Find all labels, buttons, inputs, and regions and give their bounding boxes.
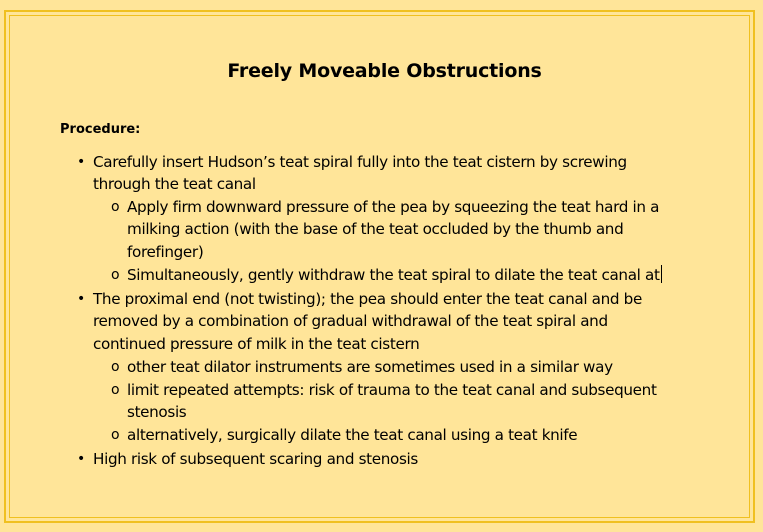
bullet-3-line-1: High risk of subsequent scaring and stenosis — [93, 450, 418, 468]
sub-bullet-marker-1-2: o — [111, 267, 120, 283]
bullet-dot-2: • — [77, 291, 86, 307]
bullet-dot-1: • — [77, 154, 86, 170]
sub-bullet-marker-2-1: o — [111, 359, 120, 375]
page-title: Freely Moveable Obstructions — [227, 60, 542, 82]
sub-bullet-1-2-text: Simultaneously, gently withdraw the teat spiral to dilate the teat canal at — [127, 266, 660, 284]
sub-bullet-2-1-line-1: other teat dilator instruments are sometimes used in a similar way — [127, 358, 613, 376]
procedure-label: Procedure: — [60, 122, 141, 137]
sub-bullet-1-1-line-1: Apply firm downward pressure of the pea by squeezing the teat hard in a — [127, 198, 660, 216]
bullet-dot-3: • — [77, 451, 86, 467]
bullet-2-line-1: The proximal end (not twisting); the pea should enter the teat canal and be — [93, 290, 642, 308]
bullet-1-line-2: through the teat canal — [93, 175, 256, 193]
sub-bullet-1-1-line-3: forefinger) — [127, 243, 204, 261]
bullet-2-line-2: removed by a combination of gradual withdrawal of the teat spiral and — [93, 312, 608, 330]
sub-bullet-2-2-line-2: stenosis — [127, 403, 187, 421]
sub-bullet-1-2-line-1 — [127, 264, 662, 286]
sub-bullet-2-3-line-1: alternatively, surgically dilate the teat canal using a teat knife — [127, 426, 578, 444]
sub-bullet-2-2-line-1: limit repeated attempts: risk of trauma to the teat canal and subsequent — [127, 381, 657, 399]
bullet-2-line-3: continued pressure of milk in the teat cistern — [93, 335, 420, 353]
sub-bullet-marker-2-3: o — [111, 427, 120, 443]
sub-bullet-marker-1-1: o — [111, 199, 120, 215]
sub-bullet-marker-2-2: o — [111, 382, 120, 398]
sub-bullet-1-1-line-2: milking action (with the base of the teat occluded by the thumb and — [127, 220, 624, 238]
bullet-1-line-1: Carefully insert Hudson’s teat spiral fully into the teat cistern by screwing — [93, 153, 627, 171]
text-cursor — [661, 265, 662, 283]
